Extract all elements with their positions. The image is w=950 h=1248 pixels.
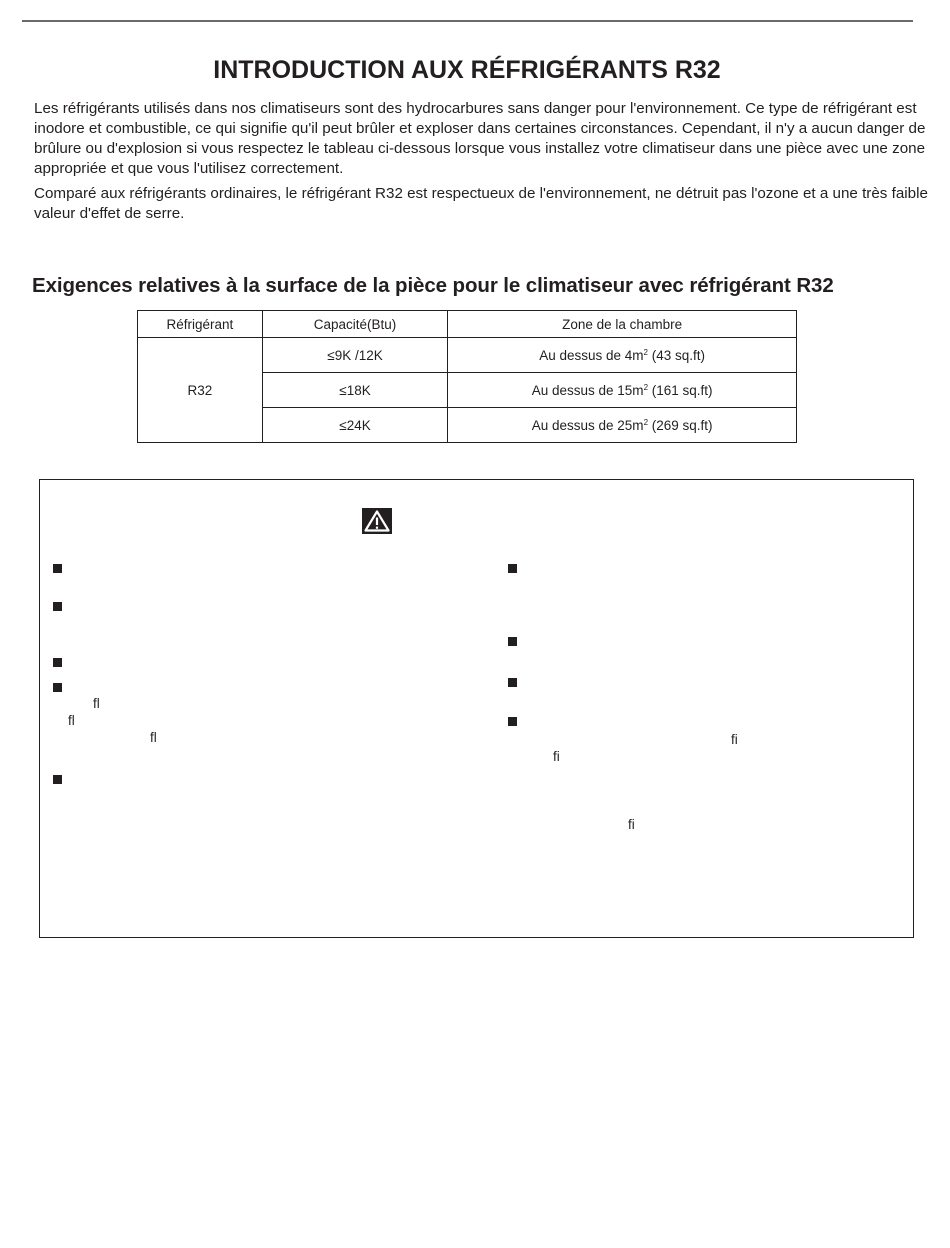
square-bullet-icon: [508, 717, 517, 726]
zone-text: Au dessus de 25m: [531, 417, 644, 433]
header-room-zone: Zone de la chambre: [448, 311, 797, 338]
zone-superscript: 2: [643, 347, 648, 357]
capacity-cell: ≤18K: [262, 373, 448, 408]
ligature-fi: ﬁ: [628, 817, 635, 832]
top-rule: [22, 20, 913, 22]
warning-triangle-icon: [362, 508, 392, 534]
zone-superscript: 2: [643, 417, 649, 427]
square-bullet-icon: [508, 678, 517, 687]
zone-superscript: 2: [643, 382, 649, 392]
zone-cell: [448, 373, 797, 408]
intro-paragraph-2: Comparé aux réfrigérants ordinaires, le réfrigérant R32 est respectueux de l'environnement, ne détruit pas l'ozone et a une très faible valeur d'effet de serre.: [34, 185, 928, 222]
header-capacity: Capacité(Btu): [262, 311, 448, 338]
table-row: [138, 338, 797, 373]
room-area-table: [137, 310, 797, 443]
intro-paragraph-1: Les réfrigérants utilisés dans nos climatiseurs sont des hydrocarbures sans danger pour l'environnement. Ce type de réfrigérant est inodore et combustible, ce qui signifie qu'il peut brûler et exploser dans certaines circonstances. Cependant, il n'y a aucun danger de brûlure ou d'explosion si vous respectez le tableau ci-dessous lorsque vous installez votre climatiseur dans une pièce avec une zone appropriée et que vous l'utilisez correctement.: [34, 100, 926, 177]
warning-triangle-glyph: [362, 508, 392, 534]
header-refrigerant: Réfrigérant: [138, 311, 263, 338]
ligature-fl: ﬂ: [68, 713, 75, 728]
zone-suffix: (161 sq.ft): [648, 382, 713, 398]
zone-cell: [448, 408, 797, 443]
requirements-heading: Exigences relatives à la surface de la pièce pour le climatiseur avec réfrigérant R32: [32, 274, 834, 297]
ligature-fi: ﬁ: [553, 749, 560, 764]
zone-cell: [448, 338, 797, 373]
square-bullet-icon: [53, 602, 62, 611]
page-title: INTRODUCTION AUX RÉFRIGÉRANTS R32: [213, 56, 721, 84]
table-header-row: [138, 311, 797, 338]
square-bullet-icon: [53, 683, 62, 692]
warning-box: [39, 479, 914, 938]
zone-suffix: (269 sq.ft): [648, 417, 713, 433]
ligature-fl: ﬂ: [150, 730, 157, 745]
refrigerant-cell: R32: [138, 338, 263, 443]
square-bullet-icon: [53, 658, 62, 667]
zone-text: Au dessus de 15m: [531, 382, 644, 398]
ligature-fi: ﬁ: [731, 732, 738, 747]
capacity-cell: ≤9K /12K: [262, 338, 448, 373]
square-bullet-icon: [53, 564, 62, 573]
capacity-cell: ≤24K: [262, 408, 448, 443]
square-bullet-icon: [53, 775, 62, 784]
ligature-fl: ﬂ: [93, 696, 100, 711]
square-bullet-icon: [508, 637, 517, 646]
zone-suffix: (43 sq.ft): [648, 347, 706, 363]
square-bullet-icon: [508, 564, 517, 573]
zone-text: Au dessus de 4m: [539, 347, 644, 363]
